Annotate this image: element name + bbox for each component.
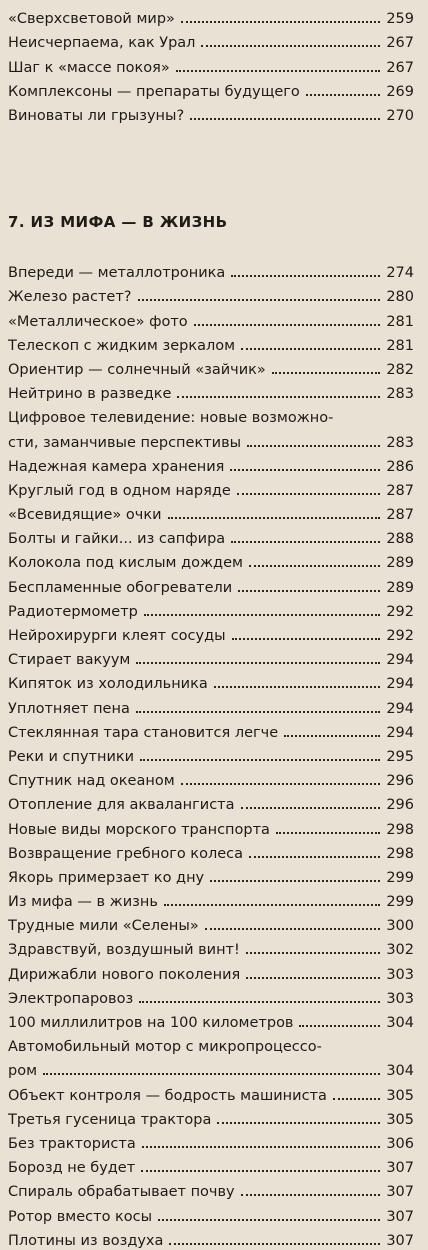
entry-title: Телескоп с жидким зеркалом: [8, 337, 236, 354]
toc-entry-first-line[interactable]: [8, 1032, 414, 1056]
entry-page: 299: [386, 894, 414, 911]
entry-page: 274: [386, 265, 414, 282]
entry-page: 305: [386, 1111, 414, 1128]
dot-leader: [249, 565, 380, 567]
toc-entry[interactable]: [8, 839, 414, 863]
dot-leader: [241, 348, 380, 350]
entry-title: Шаг к «массе покоя»: [8, 59, 170, 76]
dot-leader: [238, 590, 380, 592]
dot-leader: [158, 1219, 380, 1221]
entry-page: 302: [386, 942, 414, 959]
entry-title: Болты и гайки... из сапфира: [8, 531, 226, 548]
toc-entry[interactable]: [8, 355, 414, 379]
entry-page: 307: [386, 1208, 414, 1225]
toc-main-section: [8, 258, 414, 1250]
entry-page: 303: [386, 966, 414, 983]
dot-leader: [177, 396, 380, 398]
toc-entry[interactable]: [8, 548, 414, 572]
dot-leader: [217, 1122, 380, 1124]
toc-entry[interactable]: [8, 718, 414, 742]
toc-entry[interactable]: [8, 935, 414, 959]
entry-title: Электропаровоз: [8, 990, 134, 1007]
toc-entry[interactable]: [8, 379, 414, 403]
entry-title: Круглый год в одном наряде: [8, 482, 231, 499]
toc-entry[interactable]: [8, 645, 414, 669]
dot-leader: [232, 638, 380, 640]
dot-leader: [140, 759, 380, 761]
entry-title: Впереди — металлотроника: [8, 265, 226, 282]
entry-title: Виноваты ли грызуны?: [8, 107, 185, 124]
dot-leader: [299, 1025, 380, 1027]
dot-leader: [241, 1194, 380, 1196]
entry-title: Без тракториста: [8, 1135, 136, 1152]
entry-title: Объект контроля — бодрость машиниста: [8, 1087, 327, 1104]
toc-entry[interactable]: [8, 500, 414, 524]
dot-leader: [246, 952, 380, 954]
dot-leader: [176, 70, 380, 72]
entry-page: 270: [386, 107, 414, 124]
entry-title: «Всевидящие» очки: [8, 507, 162, 524]
entry-page: 296: [386, 773, 414, 790]
entry-page: 298: [386, 845, 414, 862]
entry-title: Беспламенные обогреватели: [8, 579, 233, 596]
entry-title: Ориентир — солнечный «зайчик»: [8, 361, 266, 378]
entry-page: 283: [386, 434, 414, 451]
dot-leader: [230, 469, 380, 471]
entry-page: 304: [386, 1063, 414, 1080]
entry-title: Ротор вместо косы: [8, 1208, 153, 1225]
toc-entry[interactable]: [8, 766, 414, 790]
entry-page: 294: [386, 724, 414, 741]
entry-page: 269: [386, 83, 414, 100]
toc-entry[interactable]: [8, 282, 414, 306]
toc-entry[interactable]: [8, 524, 414, 548]
entry-page: 296: [386, 797, 414, 814]
entry-page: 289: [386, 555, 414, 572]
toc-entry[interactable]: [8, 1008, 414, 1032]
entry-title: Нейтрино в разведке: [8, 386, 172, 403]
entry-title: Надежная камера хранения: [8, 458, 225, 475]
dot-leader: [231, 275, 380, 277]
toc-entry[interactable]: [8, 1080, 414, 1104]
dot-leader: [249, 856, 380, 858]
toc-entry[interactable]: [8, 452, 414, 476]
entry-page: 307: [386, 1160, 414, 1177]
entry-page: 298: [386, 821, 414, 838]
entry-title: Новые виды морского транспорта: [8, 821, 270, 838]
entry-title: Нейрохирурги клеят сосуды: [8, 628, 226, 644]
dot-leader: [194, 324, 380, 326]
entry-title: Третья гусеница трактора: [8, 1111, 212, 1128]
dot-leader: [205, 928, 380, 930]
entry-title-line1: Цифровое телевидение: новые возможно-: [8, 410, 334, 427]
entry-title: Уплотняет пена: [8, 700, 130, 717]
entry-title: Спутник над океаном: [8, 773, 175, 790]
dot-leader: [141, 1170, 380, 1172]
dot-leader: [139, 1001, 380, 1003]
dot-leader: [181, 783, 380, 785]
toc-entry[interactable]: [8, 1226, 414, 1250]
entry-page: 294: [386, 652, 414, 669]
toc-entry[interactable]: [8, 887, 414, 911]
entry-page: 283: [386, 386, 414, 403]
entry-title: сти, заманчивые перспективы: [8, 434, 242, 451]
dot-leader: [214, 686, 380, 688]
toc-entry[interactable]: [8, 621, 414, 645]
entry-title: Стирает вакуум: [8, 652, 131, 669]
entry-title: Возвращение гребного колеса: [8, 845, 243, 862]
entry-title: Неисчерпаема, как Урал: [8, 35, 196, 52]
toc-entry-first-line[interactable]: [8, 403, 414, 427]
toc-entry[interactable]: [8, 863, 414, 887]
entry-title: «Сверхсветовой мир»: [8, 11, 175, 28]
entry-page: 303: [386, 990, 414, 1007]
entry-title: ром: [8, 1063, 38, 1080]
entry-page: 287: [386, 507, 414, 524]
toc-entry[interactable]: [8, 258, 414, 282]
entry-title: Отопление для аквалангиста: [8, 797, 235, 814]
entry-title: Спираль обрабатывает почву: [8, 1184, 235, 1201]
entry-page: 294: [386, 676, 414, 693]
dot-leader: [142, 1146, 380, 1148]
toc-entry[interactable]: [8, 306, 414, 330]
toc-entry[interactable]: [8, 427, 414, 451]
toc-entry[interactable]: [8, 984, 414, 1008]
dot-leader: [169, 1243, 380, 1245]
dot-leader: [181, 21, 380, 23]
dot-leader: [144, 614, 380, 616]
entry-title: Стеклянная тара становится легче: [8, 724, 279, 741]
toc-entry[interactable]: [8, 790, 414, 814]
toc-entry[interactable]: [8, 1129, 414, 1153]
dot-leader: [306, 94, 380, 96]
dot-leader: [284, 735, 380, 737]
toc-entry[interactable]: [8, 77, 414, 101]
entry-page: 281: [386, 313, 414, 330]
entry-title: Плотины из воздуха: [8, 1232, 164, 1249]
toc-entry[interactable]: [8, 1177, 414, 1201]
dot-leader: [333, 1098, 380, 1100]
entry-page: 292: [386, 603, 414, 620]
dot-leader: [276, 832, 380, 834]
entry-page: 306: [386, 1135, 414, 1152]
dot-leader: [231, 541, 380, 543]
entry-page: 294: [386, 700, 414, 717]
toc-entry[interactable]: [8, 742, 414, 766]
entry-page: 280: [386, 289, 414, 306]
entry-title: Колокола под кислым дождем: [8, 555, 243, 572]
entry-title: 100 миллилитров на 100 километров: [8, 1015, 294, 1031]
dot-leader: [246, 977, 380, 979]
dot-leader: [241, 807, 380, 809]
entry-page: 295: [386, 748, 414, 765]
entry-title: Комплексоны — препараты будущего: [8, 83, 300, 100]
dot-leader: [237, 493, 380, 495]
dot-leader: [136, 662, 380, 664]
toc-entry[interactable]: [8, 52, 414, 76]
entry-page: 307: [386, 1232, 414, 1249]
entry-page: 304: [386, 1015, 414, 1031]
entry-title: Здравствуй, воздушный винт!: [8, 942, 240, 959]
toc-entry[interactable]: [8, 4, 414, 28]
entry-title: Кипяток из холодильника: [8, 676, 208, 693]
entry-page: 288: [386, 531, 414, 548]
dot-leader: [210, 880, 380, 882]
entry-page: 267: [386, 35, 414, 52]
entry-page: 300: [386, 918, 414, 935]
section-heading: 7. ИЗ МИФА — В ЖИЗНЬ: [8, 213, 228, 231]
toc-entry[interactable]: [8, 911, 414, 935]
entry-title: Борозд не будет: [8, 1160, 136, 1177]
entry-page: 267: [386, 59, 414, 76]
toc-entry[interactable]: [8, 959, 414, 983]
entry-page: 286: [386, 458, 414, 475]
entry-title: Дирижабли нового поколения: [8, 966, 241, 983]
entry-title-line1: Автомобильный мотор с микропроцессо-: [8, 1039, 322, 1056]
entry-page: 281: [386, 337, 414, 354]
toc-entry[interactable]: [8, 28, 414, 52]
toc-entry[interactable]: [8, 572, 414, 596]
entry-title: Железо растет?: [8, 289, 132, 306]
toc-entry[interactable]: [8, 669, 414, 693]
entry-page: 287: [386, 482, 414, 499]
toc-entry[interactable]: [8, 1201, 414, 1225]
dot-leader: [272, 372, 380, 374]
toc-entry[interactable]: [8, 1153, 414, 1177]
entry-page: 305: [386, 1087, 414, 1104]
entry-page: 292: [386, 628, 414, 644]
entry-page: 259: [386, 11, 414, 28]
dot-leader: [168, 517, 380, 519]
entry-page: 289: [386, 579, 414, 596]
entry-page: 299: [386, 869, 414, 886]
dot-leader: [190, 118, 380, 120]
entry-title: Реки и спутники: [8, 748, 135, 765]
toc-entry[interactable]: [8, 476, 414, 500]
toc-entry[interactable]: [8, 101, 414, 125]
dot-leader: [247, 445, 380, 447]
dot-leader: [201, 45, 380, 47]
toc-entry[interactable]: [8, 693, 414, 717]
toc-entry[interactable]: [8, 1056, 414, 1080]
toc-entry[interactable]: [8, 331, 414, 355]
dot-leader: [138, 299, 381, 301]
toc-entry[interactable]: [8, 1105, 414, 1129]
toc-entry[interactable]: [8, 814, 414, 838]
dot-leader: [164, 904, 380, 906]
entry-page: 307: [386, 1184, 414, 1201]
entry-title: Якорь примерзает ко дну: [8, 869, 205, 886]
entry-title: «Металлическое» фото: [8, 313, 188, 330]
dot-leader: [43, 1073, 380, 1075]
entry-title: Трудные мили «Селены»: [8, 918, 199, 935]
entry-title: Из мифа — в жизнь: [8, 894, 158, 911]
entry-title: Радиотермометр: [8, 603, 138, 620]
toc-entry[interactable]: [8, 597, 414, 621]
dot-leader: [136, 711, 380, 713]
toc-top-section: [8, 4, 414, 125]
entry-page: 282: [386, 361, 414, 378]
